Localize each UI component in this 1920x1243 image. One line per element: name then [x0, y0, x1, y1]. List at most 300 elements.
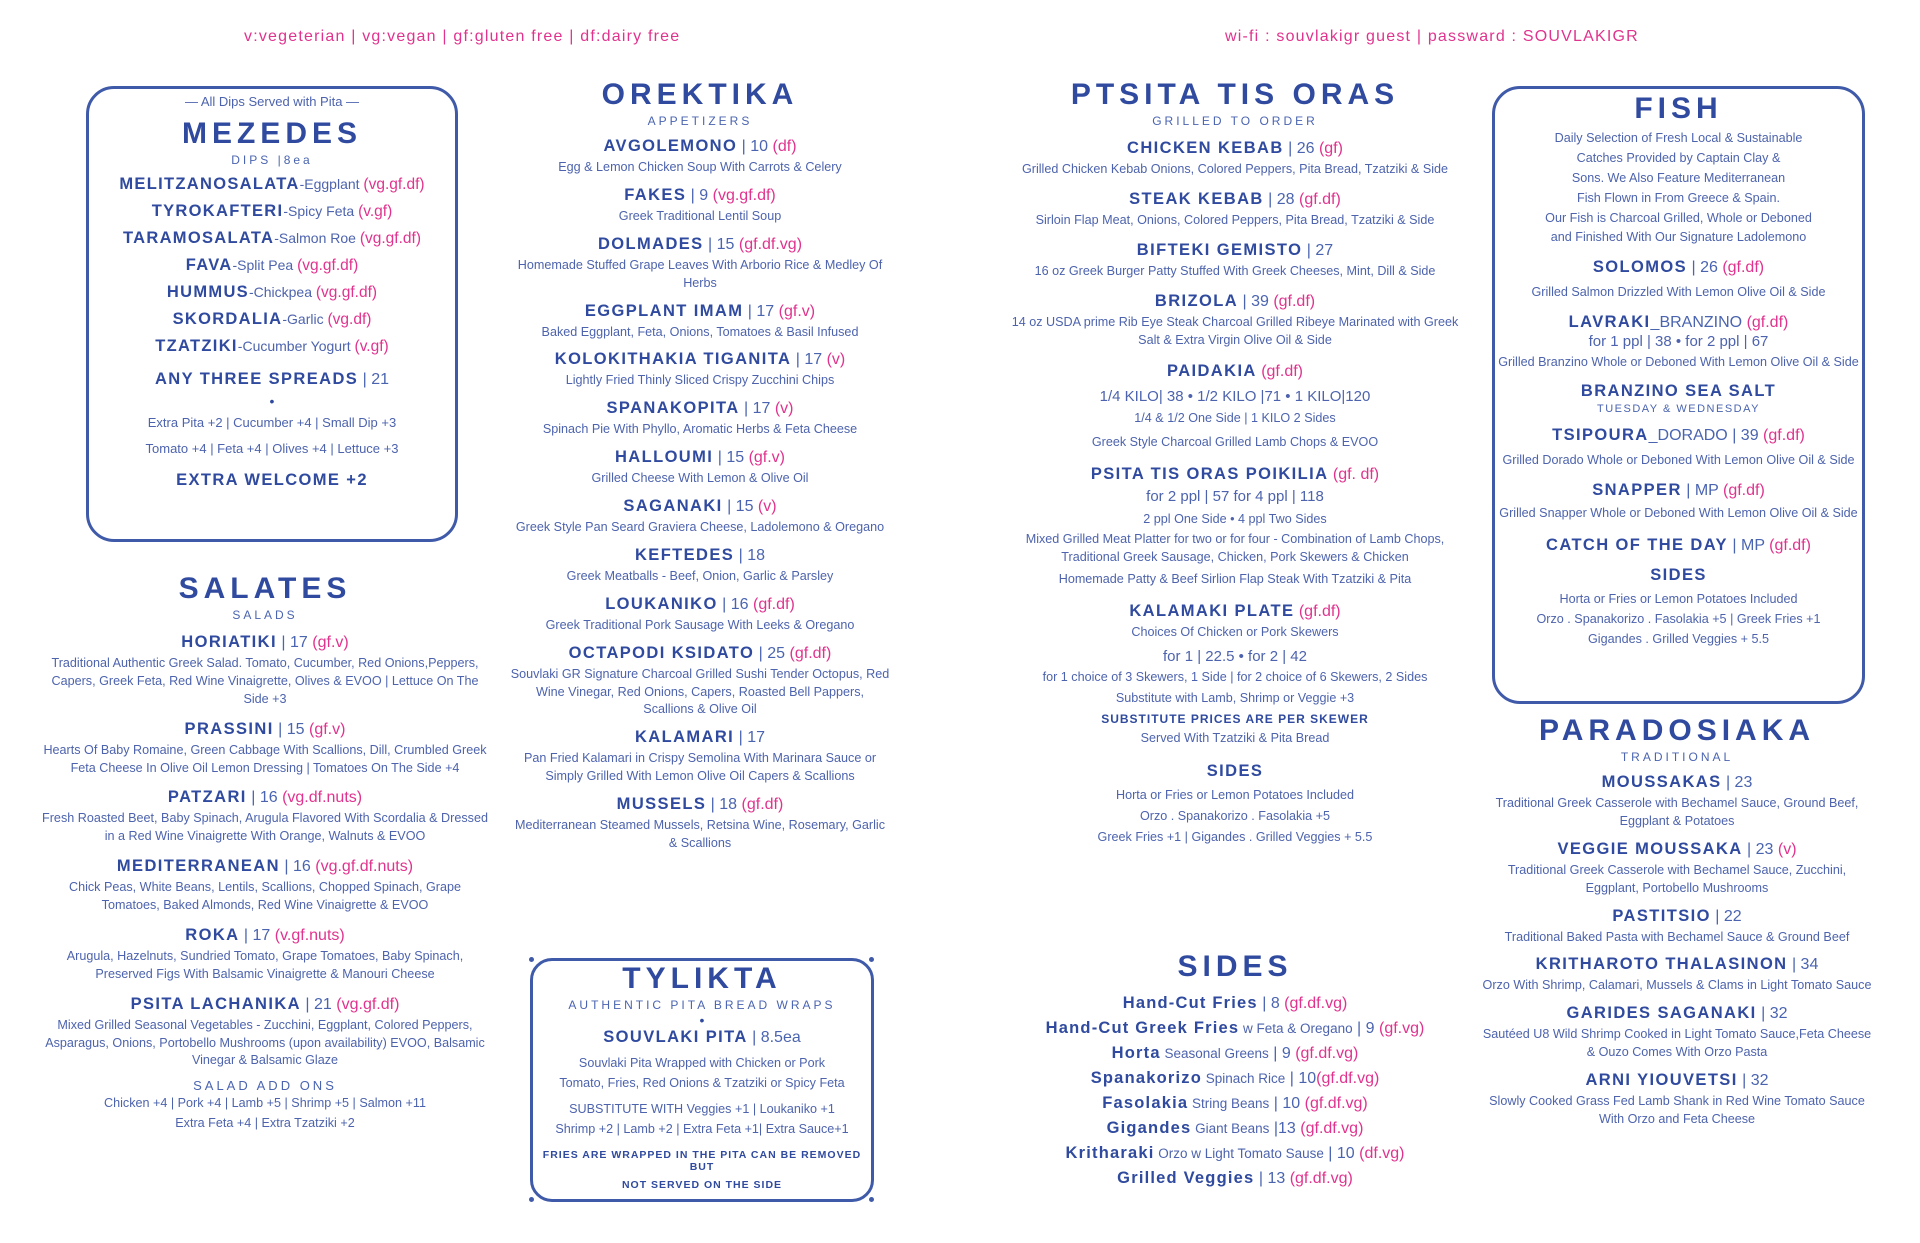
- item-tag: (gf): [1318, 140, 1343, 157]
- fish-intro-line: Catches Provided by Captain Clay &: [1576, 150, 1781, 165]
- side-desc: Orzo w Light Tomato Sause: [1154, 1146, 1324, 1161]
- mezedes-note: — All Dips Served with Pita —: [184, 94, 360, 109]
- item-price: | 15: [273, 720, 309, 738]
- item-tag: (gf.v): [748, 449, 786, 467]
- item-price: | 18: [734, 546, 766, 564]
- dip-item: [90, 202, 454, 221]
- dip-desc: -Cucumber Yogurt: [237, 338, 355, 354]
- item-desc: Traditional Baked Pasta with Bechamel Sauce & Ground Beef: [1504, 929, 1850, 944]
- item-tag: (vg.gf.df): [336, 995, 400, 1013]
- side-price: | 10: [1269, 1095, 1305, 1112]
- kalamaki-served: Served With Tzatziki & Pita Bread: [1140, 731, 1330, 746]
- side-price: | 8: [1257, 995, 1285, 1012]
- dip-desc: -Salmon Roe: [274, 230, 360, 246]
- item-desc: Sautéed U8 Wild Shrimp Cooked in Light Tomato Sauce,Feta Cheese & Ouzo Comes With Orzo Pasta: [1482, 1027, 1872, 1060]
- dip-item: [90, 229, 454, 248]
- item-desc: Greek Style Pan Seard Graviera Cheese, Ladolemono & Oregano: [515, 520, 885, 534]
- ptsita-list: [1010, 138, 1460, 349]
- menu-item: [40, 787, 490, 846]
- side-name: Spanakorizo: [1090, 1069, 1203, 1087]
- item-price: | 25: [754, 644, 790, 662]
- item-desc: Grilled Cheese With Lemon & Olive Oil: [591, 471, 809, 486]
- item-desc: Greek Meatballs - Beef, Onion, Garlic & Parsley: [566, 568, 834, 583]
- side-name: Kritharaki: [1065, 1144, 1155, 1162]
- item-desc: Mixed Grilled Seasonal Vegetables - Zucchini, Eggplant, Colored Peppers, Asparagus, Onions, Portobello Mushrooms (upon availability) EVOO, Balsamic Vinegar & Balsamic Glaze: [45, 1017, 485, 1068]
- side-price: | 10: [1323, 1145, 1360, 1162]
- item-price: | 10: [737, 138, 773, 155]
- menu-item: [510, 545, 890, 586]
- item-name: BRIZOLA: [1154, 291, 1239, 310]
- side-tag: (gf.df.vg): [1316, 1070, 1380, 1087]
- solomos-tag: (gf.df): [1722, 259, 1765, 277]
- poikilia-sides: 2 ppl One Side • 4 ppl Two Sides: [1143, 512, 1327, 527]
- fish-intro-line: and Finished With Our Signature Ladolemono: [1550, 230, 1807, 245]
- item-desc: Egg & Lemon Chicken Soup With Carrots & Celery: [558, 160, 842, 174]
- side-name: Grilled Veggies: [1117, 1169, 1255, 1187]
- poikilia-name: PSITA TIS ORAS POIKILIA: [1090, 465, 1329, 484]
- item-desc: 14 oz USDA prime Rib Eye Steak Charcoal Grilled Ribeye Marinated with Greek Salt & Extra Virgin Olive Oil & Side: [1011, 314, 1459, 347]
- corner-dot: [529, 1197, 534, 1202]
- fish-intro-line: Daily Selection of Fresh Local & Sustainable: [1554, 131, 1803, 145]
- sides-section: [1010, 950, 1460, 1188]
- item-name: KRITHAROTO THALASINON: [1535, 955, 1788, 974]
- menu-item: [1482, 1003, 1872, 1062]
- tsipoura-name: TSIPOURA: [1552, 426, 1649, 444]
- dip-item: [90, 337, 454, 356]
- item-name: BIFTEKI GEMISTO: [1136, 240, 1303, 259]
- branzino-sea-salt-days: TUESDAY & WEDNESDAY: [1597, 403, 1760, 415]
- side-price: | 13: [1254, 1170, 1290, 1187]
- side-desc: String Beans: [1188, 1096, 1270, 1111]
- side-item: [1010, 1019, 1460, 1038]
- souvlaki-pita-name: SOUVLAKI PITA: [603, 1028, 748, 1046]
- menu-item: [1482, 954, 1872, 995]
- solomos-price: | 26: [1687, 259, 1723, 277]
- dip-tag: (vg.gf.df): [297, 257, 359, 274]
- item-price: | 15: [713, 449, 749, 467]
- dip-name: FAVA: [185, 256, 233, 274]
- item-desc: Homemade Stuffed Grape Leaves With Arborio Rice & Medley Of Herbs: [517, 257, 883, 290]
- item-desc: Traditional Greek Casserole with Bechamel Sauce, Zucchini, Eggplant, Portobello Mushrooms: [1507, 862, 1847, 895]
- sides-title: SIDES: [1177, 950, 1293, 983]
- side-name: Hand-Cut Fries: [1122, 994, 1258, 1012]
- menu-item: [510, 727, 890, 786]
- item-desc: Slowly Cooked Grass Fed Lamb Shank in Red Wine Tomato Sauce With Orzo and Feta Cheese: [1489, 1094, 1865, 1126]
- item-price: | 17: [734, 729, 766, 747]
- item-price: | 39: [1238, 292, 1274, 310]
- item-price: | 32: [1737, 1072, 1769, 1089]
- item-price: | 17: [743, 302, 779, 320]
- dip-name: TZATZIKI: [155, 337, 238, 355]
- extra-welcome: EXTRA WELCOME +2: [176, 471, 368, 490]
- side-item: [1010, 1144, 1460, 1163]
- item-price: | 26: [1283, 140, 1319, 157]
- solomos-name: SOLOMOS: [1592, 258, 1688, 277]
- menu-item: [1482, 839, 1872, 898]
- item-name: AVGOLEMONO: [603, 137, 738, 155]
- snapper-price: | MP: [1681, 481, 1723, 499]
- item-name: LOUKANIKO: [605, 594, 718, 613]
- ptsita-title: PTSITA TIS ORAS: [1070, 78, 1400, 111]
- item-price: | 15: [722, 498, 758, 515]
- souvlaki-desc-2: Tomato, Fries, Red Onions & Tzatziki or Spicy Feta: [559, 1075, 845, 1090]
- fish-title: FISH: [1634, 92, 1723, 125]
- item-name: VEGGIE MOUSSAKA: [1557, 839, 1743, 858]
- lavraki-desc: Grilled Branzino Whole or Deboned With Lemon Olive Oil & Side: [1498, 355, 1859, 370]
- item-desc: Hearts Of Baby Romaine, Green Cabbage With Scallions, Dill, Crumbled Greek Feta Cheese In Olive Oil Lemon Dressing | Tomatoes On The Side +4: [43, 742, 487, 775]
- item-desc: Baked Eggplant, Feta, Onions, Tomatoes & Basil Infused: [541, 324, 859, 339]
- fries-note-1: FRIES ARE WRAPPED IN THE PITA CAN BE REMOVED BUT: [542, 1148, 862, 1173]
- sides-list: [1010, 994, 1460, 1188]
- fish-sides-line-3: Gigandes . Grilled Veggies + 5.5: [1588, 631, 1769, 646]
- item-desc: Grilled Chicken Kebab Onions, Colored Peppers, Pita Bread, Tzatziki & Side: [1021, 162, 1449, 176]
- menu-item: [1010, 291, 1460, 350]
- item-desc: Chick Peas, White Beans, Lentils, Scallions, Chopped Spinach, Grape Tomatoes, Baked Almonds, Red Wine Vinaigrette & EVOO: [68, 880, 462, 912]
- menu-item: [510, 234, 890, 293]
- dip-tag: (v.gf): [358, 203, 393, 220]
- item-tag: (gf.v): [308, 720, 346, 738]
- paidakia-sides: 1/4 & 1/2 One Side | 1 KILO 2 Sides: [1134, 411, 1336, 426]
- side-item: [1010, 1044, 1460, 1063]
- dip-desc: -Spicy Feta: [283, 203, 359, 219]
- fish-intro-line: Sons. We Also Feature Mediterranean: [1571, 170, 1786, 185]
- item-price: | 17: [791, 351, 827, 369]
- item-name: HORIATIKI: [181, 633, 277, 651]
- dips-list: [90, 175, 454, 356]
- kalamaki-skewers: for 1 choice of 3 Skewers, 1 Side | for 2 choice of 6 Skewers, 2 Sides: [1042, 669, 1428, 684]
- paidakia-name: PAIDAKIA: [1167, 362, 1257, 381]
- dip-desc: -Chickpea: [248, 284, 316, 300]
- branzino-sea-salt-name: BRANZINO SEA SALT: [1580, 382, 1777, 400]
- menu-item: [510, 136, 890, 177]
- tsipoura-sub: _DORADO: [1648, 427, 1728, 444]
- side-item: [1010, 1069, 1460, 1088]
- item-name: ROKA: [185, 925, 240, 944]
- item-desc: Orzo With Shrimp, Calamari, Mussels & Clams in Light Tomato Sauce: [1482, 978, 1872, 993]
- item-name: PATZARI: [167, 788, 247, 807]
- item-desc: Spinach Pie With Phyllo, Aromatic Herbs & Feta Cheese: [542, 422, 858, 437]
- item-name: MEDITERRANEAN: [116, 857, 280, 876]
- menu-item: [510, 398, 890, 439]
- item-desc: Traditional Greek Casserole with Bechamel Sauce, Ground Beef, Eggplant & Potatoes: [1495, 796, 1859, 828]
- salad-addons-title: SALAD ADD ONS: [193, 1078, 337, 1094]
- item-price: | 9: [686, 186, 713, 204]
- menu-item: [510, 594, 890, 635]
- side-name: Horta: [1111, 1044, 1161, 1062]
- paradosiaka-section: [1482, 714, 1872, 1129]
- side-tag: (gf.df.vg): [1289, 1170, 1353, 1187]
- item-name: SPANAKOPITA: [606, 399, 740, 418]
- item-tag: (vg.gf.df): [712, 186, 776, 204]
- dip-tag: (vg.gf.df): [359, 230, 421, 247]
- item-tag: (gf.v): [312, 634, 349, 651]
- poikilia-desc: Mixed Grilled Meat Platter for two or for four - Combination of Lamb Chops, Traditional Greek Sausage, Chicken, Pork Skewers & Chicken: [1025, 532, 1445, 564]
- menu-item: [1010, 138, 1460, 179]
- side-item: [1010, 1094, 1460, 1113]
- item-price: | 16: [246, 789, 283, 807]
- item-name: DOLMADES: [597, 234, 704, 253]
- kalamaki-tag: (gf.df): [1294, 602, 1341, 620]
- side-tag: (gf.df.vg): [1304, 1095, 1368, 1112]
- tylikta-section: [534, 962, 870, 1191]
- fish-sides-line-1: Horta or Fries or Lemon Potatoes Included: [1559, 591, 1798, 606]
- item-tag: (gf.df): [753, 595, 795, 613]
- item-name: MOUSSAKAS: [1601, 773, 1722, 791]
- side-price: |13: [1269, 1120, 1301, 1137]
- side-tag: (gf.df.vg): [1300, 1120, 1364, 1137]
- lavraki-prices: for 1 ppl | 38 • for 2 ppl | 67: [1588, 333, 1769, 351]
- snapper-name: SNAPPER: [1592, 480, 1682, 499]
- ptsita-section: [1010, 78, 1460, 847]
- corner-dot: [869, 1197, 874, 1202]
- side-price: | 9: [1352, 1020, 1379, 1037]
- dip-tag: (vg.gf.df): [363, 176, 425, 193]
- fish-sides-title: SIDES: [1650, 565, 1707, 584]
- salad-addons-line-1: Chicken +4 | Pork +4 | Lamb +5 | Shrimp +5 | Salmon +11: [104, 1096, 426, 1111]
- souvlaki-pita-price: | 8.5ea: [747, 1029, 801, 1046]
- kalamaki-name: KALAMAKI PLATE: [1129, 601, 1295, 620]
- item-desc: Pan Fried Kalamari in Crispy Semolina With Marinara Sauce or Simply Grilled With Lemon Olive Oil Capers & Scallions: [523, 751, 877, 784]
- catch-price: | MP: [1727, 536, 1770, 554]
- dip-name: HUMMUS: [166, 283, 249, 301]
- substitute-line-1: SUBSTITUTE WITH Veggies +1 | Loukaniko +1: [569, 1101, 835, 1116]
- menu-item: [510, 496, 890, 537]
- item-name: PRASSINI: [184, 719, 274, 738]
- ptsita-subtitle: GRILLED TO ORDER: [1152, 114, 1318, 128]
- fish-intro-line: Our Fish is Charcoal Grilled, Whole or Deboned: [1545, 210, 1812, 225]
- menu-item: [510, 301, 890, 342]
- paradosiaka-list: [1482, 772, 1872, 1129]
- item-desc: Greek Traditional Pork Sausage With Leeks & Oregano: [545, 617, 855, 632]
- fish-section: [1496, 92, 1861, 648]
- item-name: KEFTEDES: [634, 545, 735, 564]
- item-name: SAGANAKI: [623, 497, 723, 515]
- tsipoura-price: | 39: [1727, 427, 1764, 444]
- dip-desc: -Split Pea: [232, 257, 298, 273]
- side-price: | 9: [1268, 1045, 1296, 1062]
- item-desc: Mediterranean Steamed Mussels, Retsina Wine, Rosemary, Garlic & Scallions: [514, 818, 886, 850]
- item-price: | 17: [239, 926, 275, 944]
- bullet-icon: •: [699, 1012, 705, 1028]
- three-spreads-price: | 21: [358, 371, 390, 388]
- item-tag: (vg.gf.df.nuts): [315, 858, 414, 876]
- menu-item: [510, 643, 890, 720]
- menu-item: [510, 349, 890, 390]
- menu-item: [1010, 240, 1460, 281]
- side-desc: Giant Beans: [1191, 1121, 1270, 1136]
- tsipoura-tag: (gf.df): [1763, 427, 1805, 444]
- tylikta-subtitle: AUTHENTIC PITA BREAD WRAPS: [568, 998, 836, 1012]
- solomos-desc: Grilled Salmon Drizzled With Lemon Olive Oil & Side: [1531, 285, 1826, 300]
- side-tag: (gf.df.vg): [1295, 1045, 1359, 1062]
- kalamaki-per-skewer: SUBSTITUTE PRICES ARE PER SKEWER: [1101, 712, 1369, 727]
- dip-desc: -Eggplant: [299, 176, 364, 192]
- snapper-desc: Grilled Snapper Whole or Deboned With Lemon Olive Oil & Side: [1499, 505, 1858, 520]
- paidakia-prices: 1/4 KILO| 38 • 1/2 KILO |71 • 1 KILO|120: [1099, 388, 1371, 406]
- item-name: CHICKEN KEBAB: [1127, 139, 1284, 157]
- item-tag: (v.gf.nuts): [274, 926, 345, 944]
- menu-item: [510, 447, 890, 488]
- paidakia-desc: Greek Style Charcoal Grilled Lamb Chops & EVOO: [1091, 435, 1379, 450]
- fish-intro: [1496, 130, 1861, 247]
- item-price: | 17: [739, 400, 775, 418]
- dip-desc: -Garlic: [282, 311, 328, 327]
- item-desc: Fresh Roasted Beet, Baby Spinach, Arugula Flavored With Scordalia & Dressed in a Red Wine Vinaigrette With Orange, Walnuts & EVOO: [42, 811, 488, 844]
- item-price: | 32: [1756, 1005, 1788, 1023]
- item-name: MUSSELS: [616, 795, 707, 813]
- fish-intro-line: Fish Flown in From Greece & Spain.: [1577, 190, 1780, 205]
- item-name: KOLOKITHAKIA TIGANITA: [554, 350, 792, 369]
- item-name: ARNI YIOUVETSI: [1585, 1071, 1738, 1089]
- lavraki-sub: _BRANZINO: [1650, 314, 1747, 332]
- item-tag: (v): [774, 400, 794, 418]
- item-price: | 16: [717, 595, 753, 613]
- item-price: | 28: [1263, 190, 1300, 208]
- item-name: KALAMARI: [634, 728, 735, 747]
- side-name: Fasolakia: [1102, 1094, 1189, 1112]
- item-desc: Arugula, Hazelnuts, Sundried Tomato, Grape Tomatoes, Baby Spinach, Preserved Figs With Balsamic Vinaigrette & Manouri Cheese: [66, 948, 464, 981]
- dip-item: [90, 256, 454, 275]
- menu-item: [1482, 772, 1872, 831]
- catch-tag: (gf.df): [1769, 536, 1811, 554]
- side-desc: Spinach Rice: [1202, 1071, 1286, 1086]
- dip-tag: (vg.df): [327, 311, 372, 328]
- mezedes-subtitle: DIPS |8ea: [231, 153, 313, 167]
- side-item: [1010, 1169, 1460, 1188]
- side-item: [1010, 994, 1460, 1013]
- item-desc: Traditional Authentic Greek Salad. Tomato, Cucumber, Red Onions,Peppers, Capers, Greek Feta, Red Wine Vinaigrette, Olives & EVOO | Lettuce On The Side +3: [51, 656, 479, 706]
- item-desc: 16 oz Greek Burger Patty Stuffed With Greek Cheeses, Mint, Dill & Side: [1034, 263, 1436, 278]
- menu-item: [40, 856, 490, 915]
- dietary-legend: v:vegeterian | vg:vegan | gf:gluten free | df:dairy free: [244, 28, 681, 45]
- side-desc: w Feta & Oregano: [1239, 1021, 1353, 1036]
- side-tag: (df.vg): [1359, 1145, 1405, 1162]
- item-name: PSITA LACHANIKA: [130, 994, 301, 1013]
- item-desc: Sirloin Flap Meat, Onions, Colored Peppers, Pita Bread, Tzatziki & Side: [1035, 212, 1435, 227]
- item-price: | 21: [300, 995, 337, 1013]
- menu-item: [510, 794, 890, 853]
- item-name: FAKES: [624, 185, 687, 204]
- dip-name: MELITZANOSALATA: [119, 175, 300, 193]
- ptsita-sides-line-1: Horta or Fries or Lemon Potatoes Included: [1115, 788, 1354, 803]
- menu-item: [40, 632, 490, 709]
- lavraki-tag: (gf.df): [1746, 314, 1789, 332]
- side-desc: Seasonal Greens: [1160, 1046, 1269, 1061]
- item-tag: (gf.df.vg): [738, 235, 803, 253]
- dip-item: [90, 175, 454, 194]
- orektika-title: OREKTIKA: [601, 78, 799, 111]
- fries-note-2: NOT SERVED ON THE SIDE: [621, 1178, 783, 1191]
- ptsita-sides-line-2: Orzo . Spanakorizo . Fasolakia +5: [1139, 809, 1331, 823]
- item-tag: (v): [1777, 840, 1797, 858]
- substitute-line-2: Shrimp +2 | Lamb +2 | Extra Feta +1| Extra Sauce+1: [555, 1121, 849, 1136]
- menu-item: [1482, 1070, 1872, 1129]
- orektika-list: [510, 136, 890, 853]
- paradosiaka-subtitle: TRADITIONAL: [1620, 750, 1734, 764]
- kalamaki-substitute: Substitute with Lamb, Shrimp or Veggie +3: [1115, 691, 1355, 706]
- menu-item: [40, 925, 490, 984]
- extras-line-2: Tomato +4 | Feta +4 | Olives +4 | Lettuce +3: [145, 441, 399, 457]
- side-tag: (gf.vg): [1378, 1020, 1425, 1037]
- item-name: HALLOUMI: [614, 448, 714, 467]
- item-name: EGGPLANT IMAM: [584, 301, 744, 320]
- side-tag: (gf.df.vg): [1284, 995, 1348, 1012]
- item-name: STEAK KEBAB: [1129, 189, 1264, 208]
- item-tag: (df): [772, 138, 797, 155]
- dip-name: TYROKAFTERI: [151, 202, 284, 220]
- side-name: Gigandes: [1106, 1119, 1192, 1137]
- mezedes-section: [90, 94, 454, 490]
- item-price: | 23: [1742, 840, 1778, 858]
- salates-list: [40, 632, 490, 1070]
- salates-section: [40, 572, 490, 1133]
- menu-item: [1482, 906, 1872, 947]
- item-price: | 27: [1302, 241, 1334, 259]
- item-tag: (v): [826, 351, 846, 369]
- item-name: OCTAPODI KSIDATO: [568, 643, 755, 662]
- dip-tag: (vg.gf.df): [315, 284, 378, 301]
- item-name: PASTITSIO: [1612, 906, 1711, 925]
- item-price: | 34: [1787, 956, 1819, 974]
- salates-title: SALATES: [178, 572, 352, 605]
- paidakia-tag: (gf.df): [1256, 363, 1303, 381]
- menu-item: [510, 185, 890, 226]
- tsipoura-desc: Grilled Dorado Whole or Deboned With Lemon Olive Oil & Side: [1502, 453, 1855, 467]
- side-item: [1010, 1119, 1460, 1138]
- menu-item: [1010, 189, 1460, 230]
- kalamaki-choices: Choices Of Chicken or Pork Skewers: [1131, 624, 1339, 639]
- snapper-tag: (gf.df): [1722, 481, 1765, 499]
- item-name: GARIDES SAGANAKI: [1566, 1004, 1757, 1023]
- poikilia-tag: (gf. df): [1328, 466, 1380, 484]
- item-tag: (gf.df): [789, 644, 832, 662]
- bullet-icon: •: [269, 393, 275, 409]
- extras-line-1: Extra Pita +2 | Cucumber +4 | Small Dip +3: [147, 415, 397, 430]
- catch-name: CATCH OF THE DAY: [1546, 535, 1728, 554]
- item-tag: (gf.df): [1273, 292, 1316, 310]
- three-spreads-name: ANY THREE SPREADS: [154, 370, 359, 388]
- item-tag: (v): [757, 498, 777, 515]
- item-price: | 18: [706, 796, 742, 813]
- item-price: | 16: [279, 858, 316, 876]
- poikilia-desc-2: Homemade Patty & Beef Sirlion Flap Steak With Tzatziki & Pita: [1058, 571, 1412, 586]
- dip-tag: (v.gf): [354, 338, 389, 355]
- salates-subtitle: SALADS: [232, 608, 298, 622]
- mezedes-title: MEZEDES: [181, 117, 363, 150]
- ptsita-sides-title: SIDES: [1206, 762, 1264, 781]
- item-tag: (vg.df.nuts): [282, 789, 363, 807]
- item-desc: Lightly Fried Thinly Sliced Crispy Zucchini Chips: [565, 373, 835, 388]
- tylikta-title: TYLIKTA: [622, 962, 782, 995]
- dip-item: [90, 283, 454, 302]
- item-price: | 23: [1721, 774, 1753, 791]
- dip-item: [90, 310, 454, 329]
- dip-name: TARAMOSALATA: [122, 229, 275, 247]
- item-desc: Greek Traditional Lentil Soup: [618, 208, 782, 223]
- item-tag: (gf.v): [778, 302, 816, 320]
- wifi-info: wi-fi : souvlakigr guest | passward : SOUVLAKIGR: [1225, 28, 1639, 45]
- item-price: | 15: [703, 235, 739, 253]
- side-name: Hand-Cut Greek Fries: [1045, 1019, 1240, 1037]
- kalamaki-prices: for 1 | 22.5 • for 2 | 42: [1163, 647, 1307, 665]
- menu-item: [40, 994, 490, 1071]
- paradosiaka-title: PARADOSIAKA: [1538, 714, 1816, 747]
- item-price: | 22: [1710, 907, 1742, 925]
- dip-name: SKORDALIA: [172, 310, 283, 328]
- menu-item: [40, 719, 490, 778]
- orektika-subtitle: APPETIZERS: [647, 114, 753, 128]
- item-price: | 17: [276, 634, 313, 651]
